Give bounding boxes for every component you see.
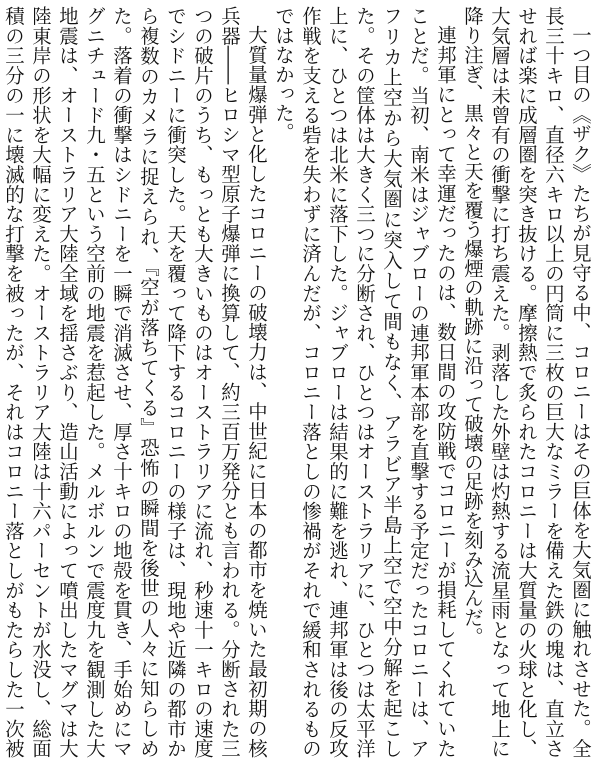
paragraph-1: 一つ目の《ザク》たちが見守る中、コロニーはその巨体を大気圏に触れさせた。全長三十キロ、直径六キロ以上の円筒に三枚の巨大なミラーを備えた鉄の塊は、直立させれば楽に成層圏を突き抜ける。摩擦熱で炙られたコロニーは大質量の火球と化し、大気層は未曾有の衝撃に打ち震えた。剥落した外壁は灼熱する流星雨となって地上に降り注ぎ、黒々と天を覆う爆煙の軌跡に沿って破壊の足跡を刻み込んだ。	[461, 6, 592, 758]
vertical-text-body	[2, 6, 594, 758]
paragraph-3: 大質量爆弾と化したコロニーの破壊力は、中世紀に日本の都市を焼いた最初期の核兵器――ヒロシマ型原子爆弾に換算して、約三百万発分とも言われる。分断された三つの破片のうち、もっとも大きいものはオーストラリアに流れ、秒速十一キロの速度でシドニーに衝突した。天を覆って降下するコロニーの様子は、現地や近隣の都市から複数のカメラに捉えられ、『空が落ちてくる』恐怖の瞬間を後世の人々に知らしめた。落着の衝撃はシドニーを一瞬で消滅させ、厚さ十キロの地殻を貫き、手始めにマグニチュード九・五という空前の地震を惹起した。メルボルンで震度九を観測した大地震は、オーストラリア大陸全域を揺さぶり、造山活動によって噴出したマグマは大陸東岸の形状を大幅に変えた。オーストラリア大陸は十六パーセントが水没し、総面積の三分の一に壊滅的な打撃を被ったが、それはコロニー落としがもたらした一次被	[2, 6, 268, 758]
paragraph-2: 連邦軍にとって幸運だったのは、数日間の攻防戦でコロニーが損耗してくれていたことだ。当初、南米はジャブローの連邦軍本部を直撃する予定だったコロニーは、アフリカ上空から大気圏に突入して間もなく、アラビア半島上空で空中分解を起こした。その筐体は大きく三つに分断され、ひとつはオーストラリアに、ひとつは太平洋上に、ひとつは北米に落下した。ジャブローは結果的に難を逃れ、連邦軍は後の反攻作戦を支える砦を失わずに済んだが、コロニー落としの惨禍がそれで緩和されるものではなかった。	[272, 6, 457, 758]
